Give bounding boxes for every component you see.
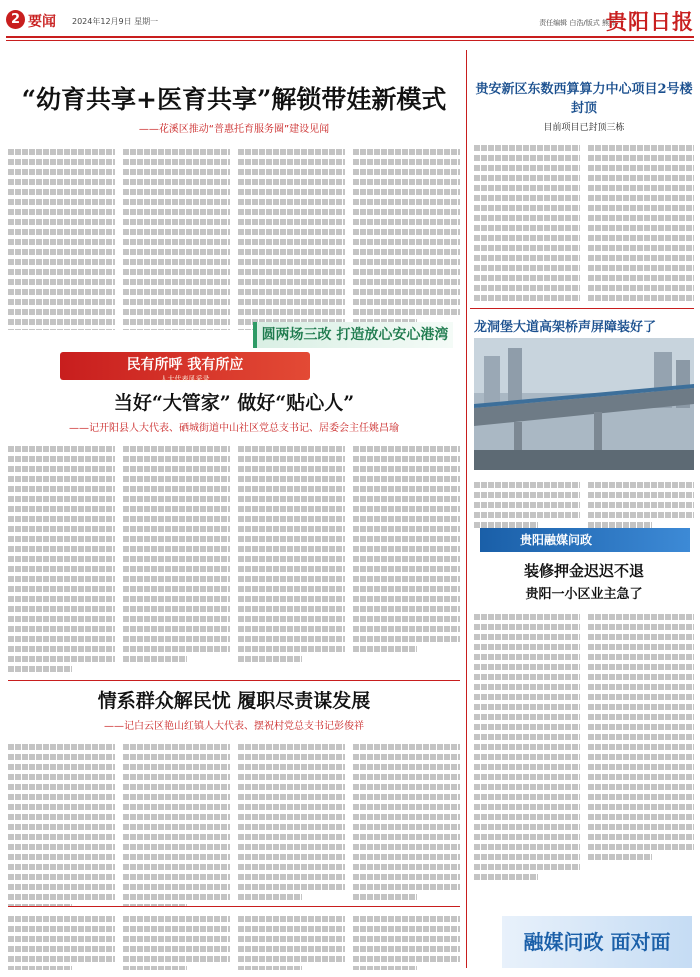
article-main — [8, 80, 460, 330]
promo-blue-text: 贵阳融媒问政 — [520, 533, 593, 547]
section-name: 要闻 — [28, 14, 56, 30]
article-right-top — [474, 78, 694, 303]
section-rule — [8, 906, 460, 907]
article-deposit — [474, 560, 694, 920]
article-main-column — [353, 145, 460, 330]
section-rule — [470, 308, 694, 309]
article-right-top-headline[interactable]: 贵安新区东数西算算力中心项目2号楼封顶 — [475, 82, 693, 116]
promo-green-text: 圆两场三改 打造放心安心港湾 — [261, 327, 449, 343]
article-steward-body — [8, 442, 460, 676]
article-main-headline[interactable]: “幼育共享+医育共享”解锁带娃新模式 — [21, 85, 447, 114]
article-bridge-headline[interactable]: 龙洞堡大道高架桥声屏障装好了 — [474, 320, 657, 335]
issue-date: 2024年12月9日 星期一 — [72, 17, 159, 26]
article-steward — [8, 388, 460, 678]
footer-column-logo[interactable] — [502, 916, 692, 968]
article-main-body — [8, 145, 460, 330]
article-steward-subhead: ——记开阳县人大代表、硒城街道中山社区党总支书记、居委会主任姚昌瑜 — [69, 423, 399, 434]
article-brief — [8, 912, 460, 970]
section-rule — [8, 680, 460, 681]
article-emotion-subhead: ——记白云区艳山红镇人大代表、摆祝村党总支书记彭俊祥 — [104, 721, 364, 732]
promo-blue-banner[interactable] — [480, 528, 690, 552]
article-main-column — [238, 145, 345, 330]
editors-credit: 责任编辑 白浩/版式 熊辉 — [539, 19, 616, 27]
paper-logo: 贵阳日报 — [606, 9, 694, 34]
masthead-rule-thin — [6, 40, 694, 41]
article-main-column — [123, 145, 230, 330]
section-banner — [60, 352, 310, 383]
page-number: 2 — [6, 10, 25, 29]
article-bridge-body — [474, 478, 694, 528]
article-emotion-headline[interactable]: 情系群众解民忧 履职尽责谋发展 — [97, 690, 371, 712]
article-main-subhead: ——花溪区推动“普惠托育服务圈”建设见闻 — [138, 124, 330, 135]
article-deposit-headline[interactable]: 装修押金迟迟不退 — [523, 562, 644, 580]
promo-green-banner[interactable] — [253, 322, 453, 348]
article-bridge — [474, 316, 694, 336]
section-banner-subtitle: 人大代表风采录 — [160, 375, 210, 383]
section-banner-title: 民有所呼 我有所应 — [126, 357, 244, 373]
article-steward-headline[interactable]: 当好“大管家” 做好“贴心人” — [113, 392, 355, 414]
article-right-top-subhead: 目前项目已封顶三栋 — [543, 123, 625, 133]
masthead-rule — [6, 36, 694, 38]
masthead — [6, 6, 694, 36]
article-deposit-subhead: 贵阳一小区业主急了 — [525, 587, 643, 602]
column-divider — [466, 50, 467, 968]
article-right-top-body — [474, 141, 694, 303]
article-emotion — [8, 686, 460, 906]
article-deposit-body — [474, 610, 694, 884]
bridge-photo — [474, 338, 694, 470]
article-emotion-body — [8, 740, 460, 906]
bridge-illustration — [474, 338, 694, 470]
footer-column-logo-text: 融媒问政 面对面 — [523, 930, 671, 954]
article-main-column — [8, 145, 115, 330]
